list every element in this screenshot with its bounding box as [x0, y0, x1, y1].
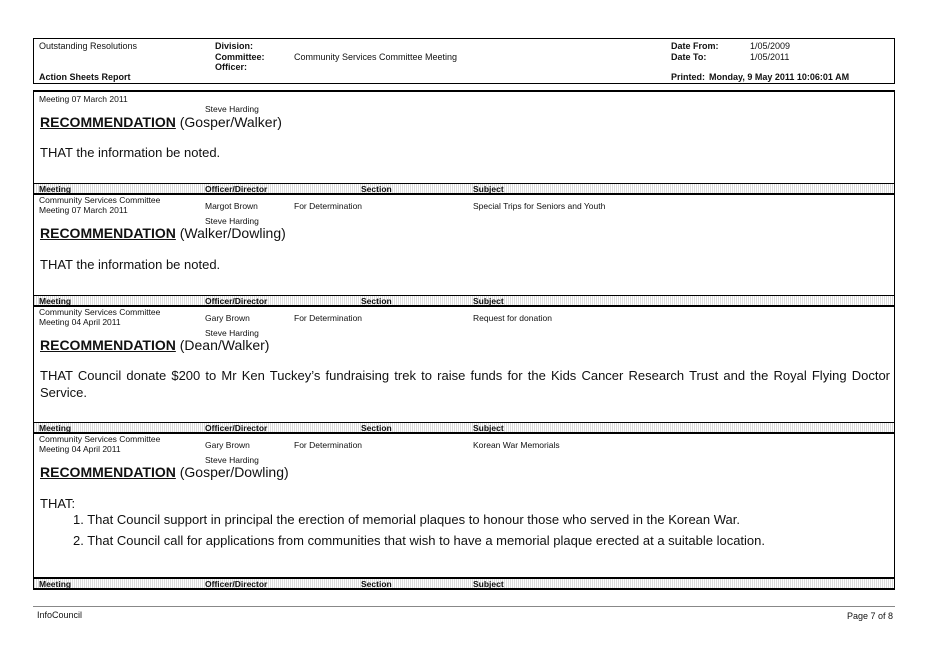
column-header-row: [33, 578, 895, 589]
officer-name: Margot Brown: [205, 201, 258, 211]
col-subject: Subject: [473, 184, 504, 194]
col-section: Section: [361, 296, 392, 306]
meeting-date: Meeting 07 March 2011: [39, 94, 128, 104]
committee-value: Community Services Committee Meeting: [294, 52, 458, 62]
director-name: Steve Harding: [205, 104, 259, 114]
date-from-value: 1/05/2009: [750, 41, 791, 51]
col-officer: Officer/Director: [205, 296, 268, 306]
recommendation-movers: (Walker/Dowling): [179, 225, 286, 241]
director-name: Steve Harding: [205, 216, 259, 226]
meeting-committee: Community Services Committee: [39, 434, 161, 444]
footer-app-name: InfoCouncil: [37, 610, 83, 620]
col-meeting: Meeting: [39, 296, 72, 306]
recommendation-heading: [40, 114, 282, 130]
recommendation-movers: (Dean/Walker): [179, 337, 270, 353]
subject-value: Request for donation: [473, 313, 552, 323]
col-officer: Officer/Director: [205, 184, 268, 194]
report-type: Action Sheets Report: [39, 72, 131, 82]
recommendation-text: THAT:: [40, 496, 76, 511]
action-item: [33, 306, 895, 422]
recommendation-title: RECOMMENDATION: [40, 337, 176, 353]
recommendation-title: RECOMMENDATION: [40, 464, 176, 480]
col-meeting: Meeting: [39, 184, 72, 194]
subject-value: Korean War Memorials: [473, 440, 560, 450]
meeting-committee: Community Services Committee: [39, 195, 161, 205]
column-header-row: [33, 295, 895, 306]
section-value: For Determination: [294, 313, 363, 323]
column-header-row: [33, 422, 895, 433]
col-subject: Subject: [473, 296, 504, 306]
report-header: [33, 38, 895, 84]
col-officer: Officer/Director: [205, 423, 268, 433]
recommendation-text: THAT Council donate $200 to Mr Ken Tuckey’s fundraising trek to raise funds for the Kids Cancer Research Trust and the Royal Flying Doctor Service.: [40, 368, 890, 400]
col-section: Section: [361, 423, 392, 433]
recommendation-text: THAT the information be noted.: [40, 257, 221, 272]
col-meeting: Meeting: [39, 579, 72, 589]
recommendation-text: THAT the information be noted.: [40, 145, 221, 160]
subject-value: Special Trips for Seniors and Youth: [473, 201, 606, 211]
division-label: Division:: [215, 41, 254, 51]
action-item: [33, 90, 895, 183]
col-officer: Officer/Director: [205, 579, 268, 589]
committee-label: Committee:: [215, 52, 265, 62]
section-value: For Determination: [294, 440, 363, 450]
meeting-date: Meeting 07 March 2011: [39, 205, 128, 215]
recommendation-title: RECOMMENDATION: [40, 225, 176, 241]
date-to-label: Date To:: [671, 52, 707, 62]
recommendation-heading: [40, 337, 269, 353]
recommendation-heading: [40, 225, 286, 241]
table-bottom-rule: [33, 589, 895, 590]
page-number: Page 7 of 8: [846, 611, 893, 621]
footer-rule: [33, 606, 895, 607]
recommendation-movers: (Gosper/Dowling): [179, 464, 289, 480]
officer-name: Gary Brown: [205, 313, 250, 323]
col-meeting: Meeting: [39, 423, 72, 433]
printed-label: Printed:: [671, 72, 706, 82]
col-subject: Subject: [473, 423, 504, 433]
meeting-date: Meeting 04 April 2011: [39, 317, 121, 327]
date-from-label: Date From:: [671, 41, 719, 51]
recommendation-movers: (Gosper/Walker): [179, 114, 282, 130]
director-name: Steve Harding: [205, 328, 259, 338]
recommendation-title: RECOMMENDATION: [40, 114, 176, 130]
recommendation-heading: [40, 464, 289, 480]
list-item: 2. That Council call for applications from communities that wish to have a memorial plaque erected at a suitable location.: [73, 533, 766, 548]
director-name: Steve Harding: [205, 455, 259, 465]
col-section: Section: [361, 579, 392, 589]
section-value: For Determination: [294, 201, 363, 211]
meeting-date: Meeting 04 April 2011: [39, 444, 121, 454]
report-name: Outstanding Resolutions: [39, 41, 138, 51]
date-to-value: 1/05/2011: [750, 52, 790, 62]
col-subject: Subject: [473, 579, 504, 589]
list-item: 1. That Council support in principal the erection of memorial plaques to honour those who served in the Korean War.: [73, 512, 740, 527]
officer-label: Officer:: [215, 62, 248, 72]
meeting-committee: Community Services Committee: [39, 307, 161, 317]
col-section: Section: [361, 184, 392, 194]
officer-name: Gary Brown: [205, 440, 250, 450]
action-item: [33, 433, 895, 578]
action-item: [33, 194, 895, 295]
column-header-row: [33, 183, 895, 194]
printed-value: Monday, 9 May 2011 10:06:01 AM: [709, 72, 850, 82]
